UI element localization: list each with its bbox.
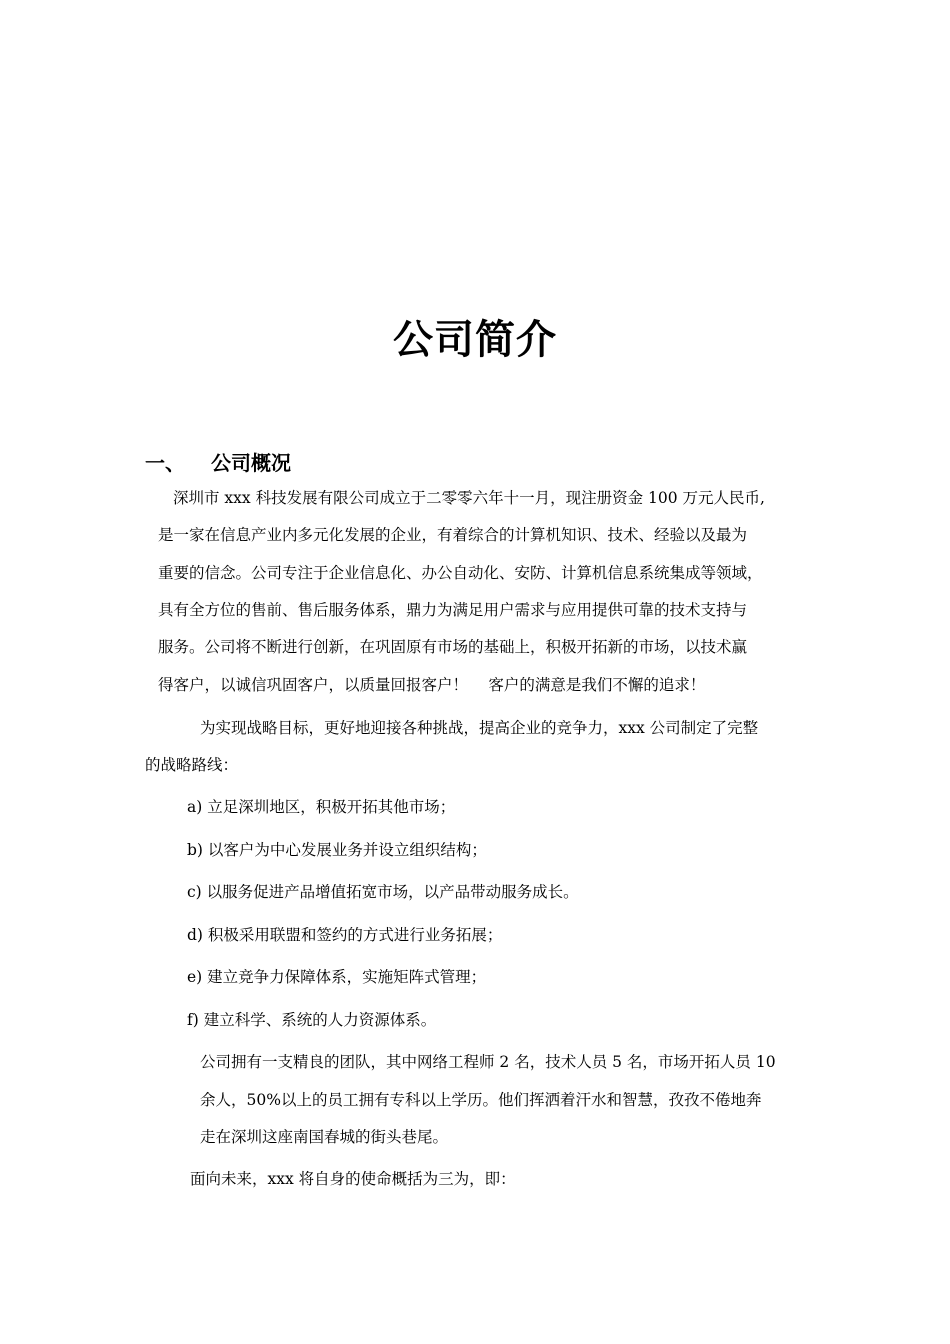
strategy-item: e) 建立竞争力保障体系，实施矩阵式管理； — [187, 968, 487, 986]
paragraph-line: 重要的信念。公司专注于企业信息化、办公自动化、安防、计算机信息系统集成等领域， — [158, 564, 763, 582]
strategy-item: d) 积极采用联盟和签约的方式进行业务拓展； — [187, 926, 503, 944]
paragraph-line: 是一家在信息产业内多元化发展的企业，有着综合的计算机知识、技术、经验以及最为 — [158, 526, 748, 544]
strategy-item: b) 以客户为中心发展业务并设立组织结构； — [187, 841, 487, 859]
paragraph-line: 具有全方位的售前、售后服务体系，鼎力为满足用户需求与应用提供可靠的技术支持与 — [158, 601, 748, 619]
paragraph-line: 走在深圳这座南国春城的街头巷尾。 — [200, 1128, 449, 1146]
document-title: 公司简介 — [393, 317, 557, 363]
paragraph-line: 的战略路线： — [145, 756, 239, 774]
strategy-item: a) 立足深圳地区，积极开拓其他市场； — [187, 798, 456, 816]
strategy-item: c) 以服务促进产品增值拓宽市场，以产品带动服务成长。 — [187, 883, 579, 901]
paragraph-line: 服务。公司将不断进行创新，在巩固原有市场的基础上，积极开拓新的市场，以技术赢 — [158, 638, 748, 656]
section-heading-text: 公司概况 — [211, 451, 291, 475]
paragraph-line: 余人，50%以上的员工拥有专科以上学历。他们挥洒着汗水和智慧，孜孜不倦地奔 — [200, 1091, 762, 1109]
paragraph-line: 为实现战略目标，更好地迎接各种挑战，提高企业的竞争力，xxx 公司制定了完整 — [200, 719, 759, 737]
section-heading — [145, 448, 291, 478]
paragraph-line: 公司拥有一支精良的团队，其中网络工程师 2 名，技术人员 5 名，市场开拓人员 10 — [200, 1053, 776, 1071]
paragraph-line: 面向未来，xxx 将自身的使命概括为三为，即： — [190, 1170, 516, 1188]
strategy-item: f) 建立科学、系统的人力资源体系。 — [187, 1011, 437, 1029]
paragraph-line: 深圳市 xxx 科技发展有限公司成立于二零零六年十一月，现注册资金 100 万元人民币, — [173, 489, 765, 507]
section-number: 一、 — [145, 451, 185, 475]
paragraph-line: 得客户，以诚信巩固客户，以质量回报客户！ 客户的满意是我们不懈的追求！ — [158, 676, 706, 694]
